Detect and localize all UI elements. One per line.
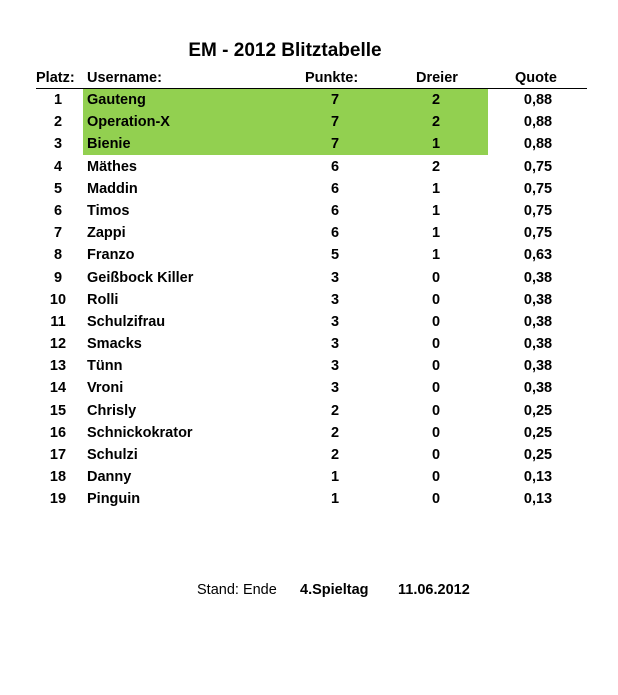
username-cell: Timos: [87, 202, 130, 219]
quote-cell: 0,75: [523, 202, 553, 219]
rank-cell: 19: [49, 491, 67, 508]
quote-cell: 0,38: [523, 358, 553, 375]
footer-stand: Stand: Ende: [197, 582, 277, 598]
header-quote: Quote: [515, 70, 557, 86]
punkte-cell: 2: [330, 424, 340, 441]
quote-cell: 0,38: [523, 336, 553, 353]
quote-cell: 0,13: [523, 469, 553, 486]
header-platz: Platz:: [36, 70, 75, 86]
header-dreier: Dreier: [416, 70, 458, 86]
rank-cell: 10: [49, 291, 67, 308]
quote-cell: 0,75: [523, 158, 553, 175]
dreier-cell: 0: [431, 469, 441, 486]
table-row: [0, 466, 618, 488]
dreier-cell: 1: [431, 202, 441, 219]
punkte-cell: 1: [330, 491, 340, 508]
punkte-cell: 6: [330, 225, 340, 242]
rank-cell: 11: [50, 313, 66, 330]
rank-cell: 4: [53, 158, 63, 175]
table-row: [0, 200, 618, 222]
table-row: [0, 377, 618, 399]
username-cell: Vroni: [87, 380, 124, 397]
username-cell: Schulzi: [87, 447, 138, 463]
punkte-cell: 3: [330, 380, 340, 397]
table-row: [0, 133, 618, 155]
rank-cell: 13: [49, 358, 67, 375]
rank-cell: 3: [53, 136, 63, 153]
rank-cell: 14: [49, 380, 67, 397]
username-cell: Rolli: [87, 291, 119, 308]
punkte-cell: 5: [330, 247, 340, 264]
username-cell: Zappi: [87, 225, 126, 242]
rank-cell: 7: [53, 225, 63, 242]
table-row: [0, 111, 618, 133]
punkte-cell: 2: [330, 402, 340, 419]
punkte-cell: 3: [330, 291, 340, 308]
quote-cell: 0,38: [523, 269, 553, 286]
rank-cell: 1: [53, 92, 63, 108]
dreier-cell: 0: [431, 358, 441, 375]
dreier-cell: 0: [431, 447, 441, 463]
rank-cell: 6: [53, 202, 63, 219]
punkte-cell: 7: [330, 136, 340, 153]
username-cell: Smacks: [87, 336, 142, 353]
table-row: [0, 267, 618, 289]
table-row: [0, 488, 618, 510]
quote-cell: 0,88: [523, 114, 553, 131]
dreier-cell: 0: [431, 313, 441, 330]
rank-cell: 15: [49, 402, 67, 419]
username-cell: Maddin: [87, 180, 138, 197]
punkte-cell: 7: [330, 114, 340, 131]
quote-cell: 0,25: [523, 424, 553, 441]
rank-cell: 9: [53, 269, 63, 286]
header-punkte: Punkte:: [305, 70, 359, 86]
username-cell: Gauteng: [87, 92, 146, 108]
quote-cell: 0,13: [523, 491, 553, 508]
table-row: [0, 178, 618, 200]
punkte-cell: 3: [330, 358, 340, 375]
footer-spieltag: 4.Spieltag: [300, 582, 369, 598]
punkte-cell: 2: [330, 447, 340, 463]
rank-cell: 12: [49, 336, 67, 353]
table-row: [0, 444, 618, 466]
dreier-cell: 2: [431, 158, 441, 175]
punkte-cell: 3: [330, 269, 340, 286]
table-row: [0, 355, 618, 377]
rank-cell: 5: [53, 180, 63, 197]
rank-cell: 18: [49, 469, 67, 486]
username-cell: Operation-X: [87, 114, 170, 131]
username-cell: Schnickokrator: [87, 424, 193, 441]
quote-cell: 0,38: [523, 291, 553, 308]
punkte-cell: 3: [330, 313, 340, 330]
dreier-cell: 1: [431, 136, 441, 153]
username-cell: Danny: [87, 469, 132, 486]
quote-cell: 0,38: [523, 313, 553, 330]
username-cell: Tünn: [87, 358, 123, 375]
table-row: [0, 311, 618, 333]
quote-cell: 0,25: [523, 447, 553, 463]
table-row: [0, 244, 618, 266]
dreier-cell: 0: [431, 291, 441, 308]
dreier-cell: 0: [431, 336, 441, 353]
table-body: [0, 89, 618, 511]
username-cell: Chrisly: [87, 402, 137, 419]
dreier-cell: 0: [431, 380, 441, 397]
dreier-cell: 1: [431, 247, 441, 264]
username-cell: Bienie: [87, 136, 131, 153]
table-row: [0, 222, 618, 244]
username-cell: Geißbock Killer: [87, 269, 194, 286]
punkte-cell: 3: [330, 336, 340, 353]
dreier-cell: 1: [431, 225, 441, 242]
username-cell: Schulzifrau: [87, 313, 166, 330]
quote-cell: 0,75: [523, 180, 553, 197]
quote-cell: 0,88: [523, 136, 553, 153]
punkte-cell: 6: [330, 202, 340, 219]
table-row: [0, 422, 618, 444]
quote-cell: 0,25: [523, 402, 553, 419]
dreier-cell: 0: [431, 402, 441, 419]
rank-cell: 2: [53, 114, 63, 131]
username-cell: Pinguin: [87, 491, 141, 508]
quote-cell: 0,75: [523, 225, 553, 242]
quote-cell: 0,38: [523, 380, 553, 397]
header-username: Username:: [87, 70, 162, 86]
table-row: [0, 156, 618, 178]
dreier-cell: 2: [431, 92, 441, 108]
dreier-cell: 0: [431, 491, 441, 508]
table-row: [0, 400, 618, 422]
rank-cell: 17: [49, 447, 67, 463]
table-row: [0, 289, 618, 311]
punkte-cell: 6: [330, 158, 340, 175]
table-row: [0, 333, 618, 355]
footer-datum: 11.06.2012: [398, 582, 470, 598]
punkte-cell: 1: [330, 469, 340, 486]
quote-cell: 0,88: [523, 92, 553, 108]
username-cell: Franzo: [87, 247, 135, 264]
table-title: EM - 2012 Blitztabelle: [188, 40, 382, 61]
table-row: [0, 89, 618, 111]
dreier-cell: 0: [431, 424, 441, 441]
dreier-cell: 1: [431, 180, 441, 197]
dreier-cell: 2: [431, 114, 441, 131]
rank-cell: 8: [53, 247, 63, 264]
rank-cell: 16: [49, 424, 67, 441]
username-cell: Mäthes: [87, 158, 137, 175]
punkte-cell: 7: [330, 92, 340, 108]
punkte-cell: 6: [330, 180, 340, 197]
quote-cell: 0,63: [523, 247, 553, 264]
dreier-cell: 0: [431, 269, 441, 286]
